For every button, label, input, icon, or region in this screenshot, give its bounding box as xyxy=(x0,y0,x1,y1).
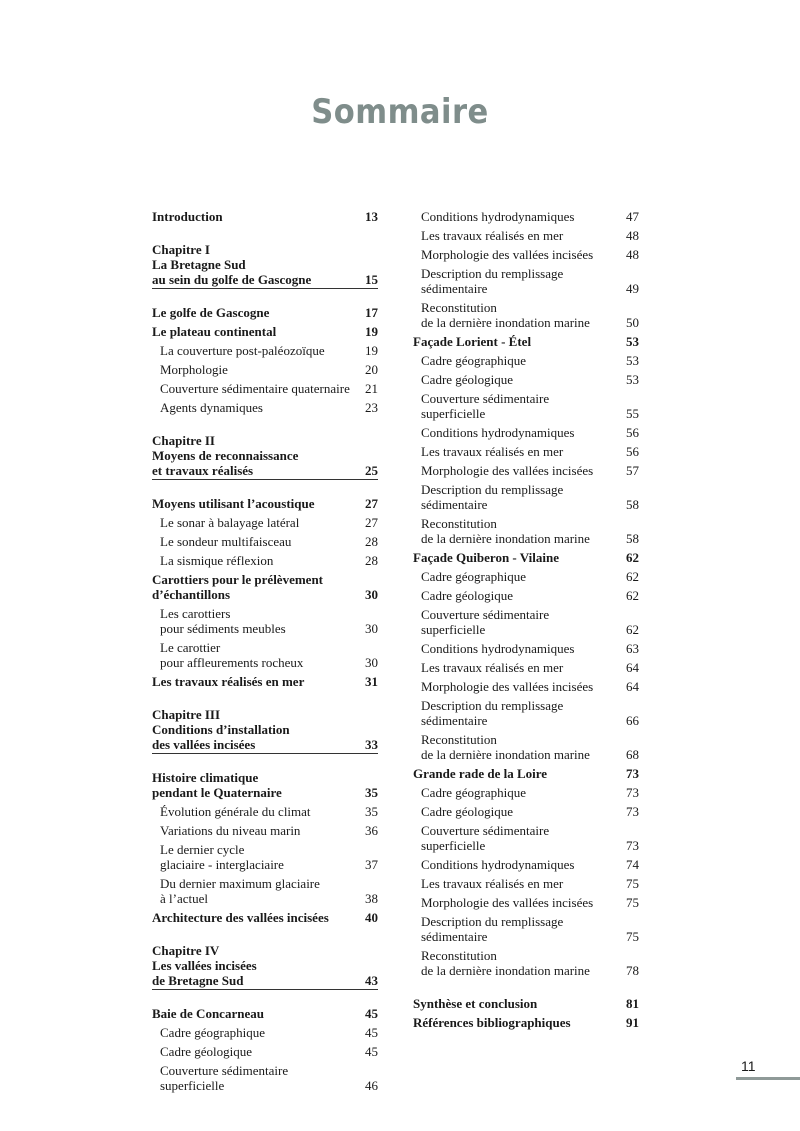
toc-entry-page: 64 xyxy=(626,679,639,694)
toc-entry-title: Le sonar à balayage latéral xyxy=(160,515,300,530)
toc-entry-title: Du dernier maximum glaciaire à l’actuel xyxy=(160,876,320,906)
toc-entry-page: 23 xyxy=(365,400,378,415)
toc-entry-page: 75 xyxy=(626,929,639,944)
toc-entry[interactable] xyxy=(152,638,378,672)
toc-entry[interactable] xyxy=(413,1013,639,1032)
toc-entry-title: Conditions hydrodynamiques xyxy=(421,641,575,656)
toc-entry[interactable] xyxy=(413,567,639,586)
toc-entry[interactable] xyxy=(152,604,378,638)
toc-entry-title: Couverture sédimentaire superficielle xyxy=(421,823,550,853)
toc-entry-page: 48 xyxy=(626,247,639,262)
toc-entry-title: Morphologie des vallées incisées xyxy=(421,247,594,262)
toc-entry-page: 40 xyxy=(365,910,378,925)
toc-entry-title: Les travaux réalisés en mer xyxy=(152,674,305,689)
toc-entry[interactable] xyxy=(413,207,639,226)
toc-entry[interactable] xyxy=(413,586,639,605)
toc-entry[interactable] xyxy=(413,332,639,351)
toc-entry-title: Le plateau continental xyxy=(152,324,277,339)
toc-entry-title: Le golfe de Gascogne xyxy=(152,305,270,320)
toc-entry-page: 62 xyxy=(626,569,639,584)
toc-chapter-entry[interactable] xyxy=(152,705,378,754)
toc-entry[interactable] xyxy=(413,912,639,946)
toc-entry-title: Chapitre I La Bretagne Sud au sein du golfe de Gascogne xyxy=(152,242,312,287)
toc-entry[interactable] xyxy=(413,730,639,764)
toc-entry-page: 91 xyxy=(626,1015,639,1030)
toc-entry-page: 81 xyxy=(626,996,639,1011)
toc-entry[interactable] xyxy=(413,245,639,264)
toc-entry[interactable] xyxy=(413,461,639,480)
toc-entry[interactable] xyxy=(413,351,639,370)
toc-entry[interactable] xyxy=(152,398,378,417)
toc-entry-title: Couverture sédimentaire quaternaire xyxy=(160,381,350,396)
toc-entry[interactable] xyxy=(413,389,639,423)
toc-entry[interactable] xyxy=(152,341,378,360)
toc-entry-title: Cadre géographique xyxy=(421,569,527,584)
footer-rule xyxy=(736,1077,800,1080)
toc-entry-page: 78 xyxy=(626,963,639,978)
toc-entry-title: Chapitre II Moyens de reconnaissance et travaux réalisés xyxy=(152,433,299,478)
toc-entry-page: 35 xyxy=(365,804,378,819)
toc-chapter-entry[interactable] xyxy=(152,431,378,480)
toc-entry-page: 13 xyxy=(365,209,378,224)
toc-entry-page: 56 xyxy=(626,444,639,459)
toc-entry[interactable] xyxy=(152,908,378,927)
toc-entry-page: 43 xyxy=(365,973,378,988)
toc-entry-title: Variations du niveau marin xyxy=(160,823,301,838)
toc-entry-page: 46 xyxy=(365,1078,378,1093)
toc-entry[interactable] xyxy=(152,874,378,908)
toc-entry[interactable] xyxy=(413,696,639,730)
toc-entry[interactable] xyxy=(413,639,639,658)
toc-entry[interactable] xyxy=(413,855,639,874)
toc-entry-title: Cadre géographique xyxy=(160,1025,266,1040)
toc-entry-page: 28 xyxy=(365,534,378,549)
toc-entry-page: 35 xyxy=(365,785,378,800)
toc-entry-page: 19 xyxy=(365,324,378,339)
toc-entry[interactable] xyxy=(152,840,378,874)
toc-entry[interactable] xyxy=(413,370,639,389)
toc-entry-title: Couverture sédimentaire superficielle xyxy=(421,391,550,421)
toc-entry-page: 28 xyxy=(365,553,378,568)
toc-entry-page: 73 xyxy=(626,804,639,819)
toc-entry[interactable] xyxy=(413,548,639,567)
page-title: Sommaire xyxy=(311,92,489,132)
toc-entry-page: 50 xyxy=(626,315,639,330)
toc-entry-page: 58 xyxy=(626,531,639,546)
toc-entry-title: Les travaux réalisés en mer xyxy=(421,228,564,243)
toc-entry-title: Reconstitution de la dernière inondation marine xyxy=(421,300,590,330)
toc-entry-page: 37 xyxy=(365,857,378,872)
toc-entry-page: 57 xyxy=(626,463,639,478)
toc-entry-page: 30 xyxy=(365,587,378,602)
toc-entry-title: Façade Quiberon - Vilaine xyxy=(413,550,560,565)
toc-entry[interactable] xyxy=(413,226,639,245)
toc-entry-title: Les travaux réalisés en mer xyxy=(421,876,564,891)
toc-entry-title: Cadre géographique xyxy=(421,353,527,368)
toc-entry[interactable] xyxy=(152,1004,378,1023)
toc-entry-page: 63 xyxy=(626,641,639,656)
toc-entry-page: 62 xyxy=(626,588,639,603)
toc-entry[interactable] xyxy=(413,994,639,1013)
toc-chapter-entry[interactable] xyxy=(152,941,378,990)
toc-entry-title: Morphologie des vallées incisées xyxy=(421,895,594,910)
toc-entry-page: 17 xyxy=(365,305,378,320)
toc-entry-page: 30 xyxy=(365,655,378,670)
toc-entry[interactable] xyxy=(152,821,378,840)
toc-entry[interactable] xyxy=(152,207,378,226)
toc-entry-title: Les carottiers pour sédiments meubles xyxy=(160,606,286,636)
toc-entry[interactable] xyxy=(152,532,378,551)
toc-entry-title: Morphologie des vallées incisées xyxy=(421,679,594,694)
toc-entry-page: 30 xyxy=(365,621,378,636)
toc-entry[interactable] xyxy=(413,514,639,548)
toc-entry[interactable] xyxy=(413,783,639,802)
toc-entry-title: Cadre géologique xyxy=(421,372,514,387)
toc-entry-title: Moyens utilisant l’acoustique xyxy=(152,496,315,511)
toc-entry-page: 53 xyxy=(626,372,639,387)
toc-entry-page: 64 xyxy=(626,660,639,675)
toc-entry-title: Description du remplissage sédimentaire xyxy=(421,914,564,944)
toc-entry-title: Couverture sédimentaire superficielle xyxy=(421,607,550,637)
toc-entry[interactable] xyxy=(413,423,639,442)
toc-entry-page: 15 xyxy=(365,272,378,287)
toc-left-column xyxy=(152,207,378,1095)
toc-entry-page: 75 xyxy=(626,895,639,910)
toc-entry-page: 73 xyxy=(626,766,639,781)
toc-entry-page: 68 xyxy=(626,747,639,762)
toc-entry-page: 33 xyxy=(365,737,378,752)
toc-entry-title: Cadre géologique xyxy=(421,588,514,603)
toc-entry-title: Le dernier cycle glaciaire - interglaciaire xyxy=(160,842,284,872)
toc-entry-title: Baie de Concarneau xyxy=(152,1006,264,1021)
toc-entry[interactable] xyxy=(152,1023,378,1042)
toc-entry-page: 25 xyxy=(365,463,378,478)
toc-entry[interactable] xyxy=(413,677,639,696)
toc-entry-title: Façade Lorient - Étel xyxy=(413,334,532,349)
toc-entry-title: La couverture post-paléozoïque xyxy=(160,343,325,358)
toc-entry-page: 66 xyxy=(626,713,639,728)
toc-entry-page: 53 xyxy=(626,334,639,349)
toc-entry[interactable] xyxy=(413,658,639,677)
toc-entry[interactable] xyxy=(413,764,639,783)
toc-entry-title: Cadre géologique xyxy=(421,804,514,819)
toc-entry-title: Carottiers pour le prélèvement d’échantillons xyxy=(152,572,323,602)
toc-entry-page: 58 xyxy=(626,497,639,512)
toc-entry-title: Reconstitution de la dernière inondation marine xyxy=(421,732,590,762)
toc-entry-page: 21 xyxy=(365,381,378,396)
toc-entry-page: 55 xyxy=(626,406,639,421)
toc-entry-page: 19 xyxy=(365,343,378,358)
toc-entry-title: Chapitre III Conditions d’installation des vallées incisées xyxy=(152,707,290,752)
toc-entry-page: 47 xyxy=(626,209,639,224)
toc-entry[interactable] xyxy=(152,379,378,398)
toc-entry-title: Morphologie des vallées incisées xyxy=(421,463,594,478)
toc-entry-title: Reconstitution de la dernière inondation marine xyxy=(421,948,590,978)
toc-entry[interactable] xyxy=(413,802,639,821)
toc-entry-page: 38 xyxy=(365,891,378,906)
toc-entry[interactable] xyxy=(413,605,639,639)
toc-entry-title: Conditions hydrodynamiques xyxy=(421,425,575,440)
toc-entry-title: Agents dynamiques xyxy=(160,400,263,415)
toc-entry[interactable] xyxy=(413,442,639,461)
toc-entry-page: 36 xyxy=(365,823,378,838)
toc-entry-title: Évolution générale du climat xyxy=(160,804,311,819)
toc-entry-page: 73 xyxy=(626,838,639,853)
toc-entry[interactable] xyxy=(152,322,378,341)
toc-entry[interactable] xyxy=(152,768,378,802)
toc-entry-page: 73 xyxy=(626,785,639,800)
toc-entry-title: Morphologie xyxy=(160,362,228,377)
toc-entry-title: Conditions hydrodynamiques xyxy=(421,857,575,872)
toc-entry-title: Grande rade de la Loire xyxy=(413,766,548,781)
toc-chapter-entry[interactable] xyxy=(152,240,378,289)
toc-entry-page: 45 xyxy=(365,1044,378,1059)
toc-entry[interactable] xyxy=(152,1042,378,1061)
toc-entry-page: 62 xyxy=(626,622,639,637)
toc-entry-title: Description du remplissage sédimentaire xyxy=(421,482,564,512)
toc-entry-title: Synthèse et conclusion xyxy=(413,996,538,1011)
toc-entry-title: La sismique réflexion xyxy=(160,553,274,568)
toc-entry-page: 53 xyxy=(626,353,639,368)
toc-entry[interactable] xyxy=(152,494,378,513)
toc-entry-title: Cadre géologique xyxy=(160,1044,253,1059)
toc-entry-page: 20 xyxy=(365,362,378,377)
page-number: 11 xyxy=(741,1058,756,1074)
toc-entry-page: 27 xyxy=(365,496,378,511)
toc-entry[interactable] xyxy=(152,672,378,691)
toc-entry-page: 45 xyxy=(365,1006,378,1021)
toc-entry[interactable] xyxy=(152,551,378,570)
toc-entry-page: 31 xyxy=(365,674,378,689)
toc-entry[interactable] xyxy=(152,570,378,604)
toc-entry-page: 56 xyxy=(626,425,639,440)
toc-entry-page: 27 xyxy=(365,515,378,530)
toc-entry-title: Cadre géographique xyxy=(421,785,527,800)
toc-entry-page: 74 xyxy=(626,857,639,872)
toc-entry-title: Le sondeur multifaisceau xyxy=(160,534,292,549)
toc-entry-title: Les travaux réalisés en mer xyxy=(421,660,564,675)
toc-entry[interactable] xyxy=(413,874,639,893)
toc-entry-page: 48 xyxy=(626,228,639,243)
toc-entry[interactable] xyxy=(152,513,378,532)
toc-entry-title: Le carottier pour affleurements rocheux xyxy=(160,640,304,670)
toc-entry-title: Description du remplissage sédimentaire xyxy=(421,266,564,296)
toc-entry[interactable] xyxy=(152,303,378,322)
toc-entry-page: 49 xyxy=(626,281,639,296)
toc-entry-title: Chapitre IV Les vallées incisées de Bretagne Sud xyxy=(152,943,257,988)
toc-entry[interactable] xyxy=(413,946,639,980)
toc-entry[interactable] xyxy=(413,264,639,298)
toc-entry-title: Reconstitution de la dernière inondation marine xyxy=(421,516,590,546)
toc-entry-title: Description du remplissage sédimentaire xyxy=(421,698,564,728)
toc-entry-page: 45 xyxy=(365,1025,378,1040)
toc-entry[interactable] xyxy=(152,1061,378,1095)
toc-entry-title: Introduction xyxy=(152,209,223,224)
toc-entry[interactable] xyxy=(413,893,639,912)
toc-entry-title: Les travaux réalisés en mer xyxy=(421,444,564,459)
toc-entry-page: 62 xyxy=(626,550,639,565)
toc-entry-title: Couverture sédimentaire superficielle xyxy=(160,1063,289,1093)
toc-entry-title: Architecture des vallées incisées xyxy=(152,910,329,925)
toc-entry[interactable] xyxy=(152,802,378,821)
toc-entry[interactable] xyxy=(413,821,639,855)
toc-right-column xyxy=(413,207,639,1032)
toc-entry-title: Conditions hydrodynamiques xyxy=(421,209,575,224)
toc-entry[interactable] xyxy=(413,480,639,514)
toc-entry[interactable] xyxy=(413,298,639,332)
toc-entry-page: 75 xyxy=(626,876,639,891)
toc-entry[interactable] xyxy=(152,360,378,379)
toc-entry-title: Références bibliographiques xyxy=(413,1015,571,1030)
toc-entry-title: Histoire climatique pendant le Quaternaire xyxy=(152,770,282,800)
